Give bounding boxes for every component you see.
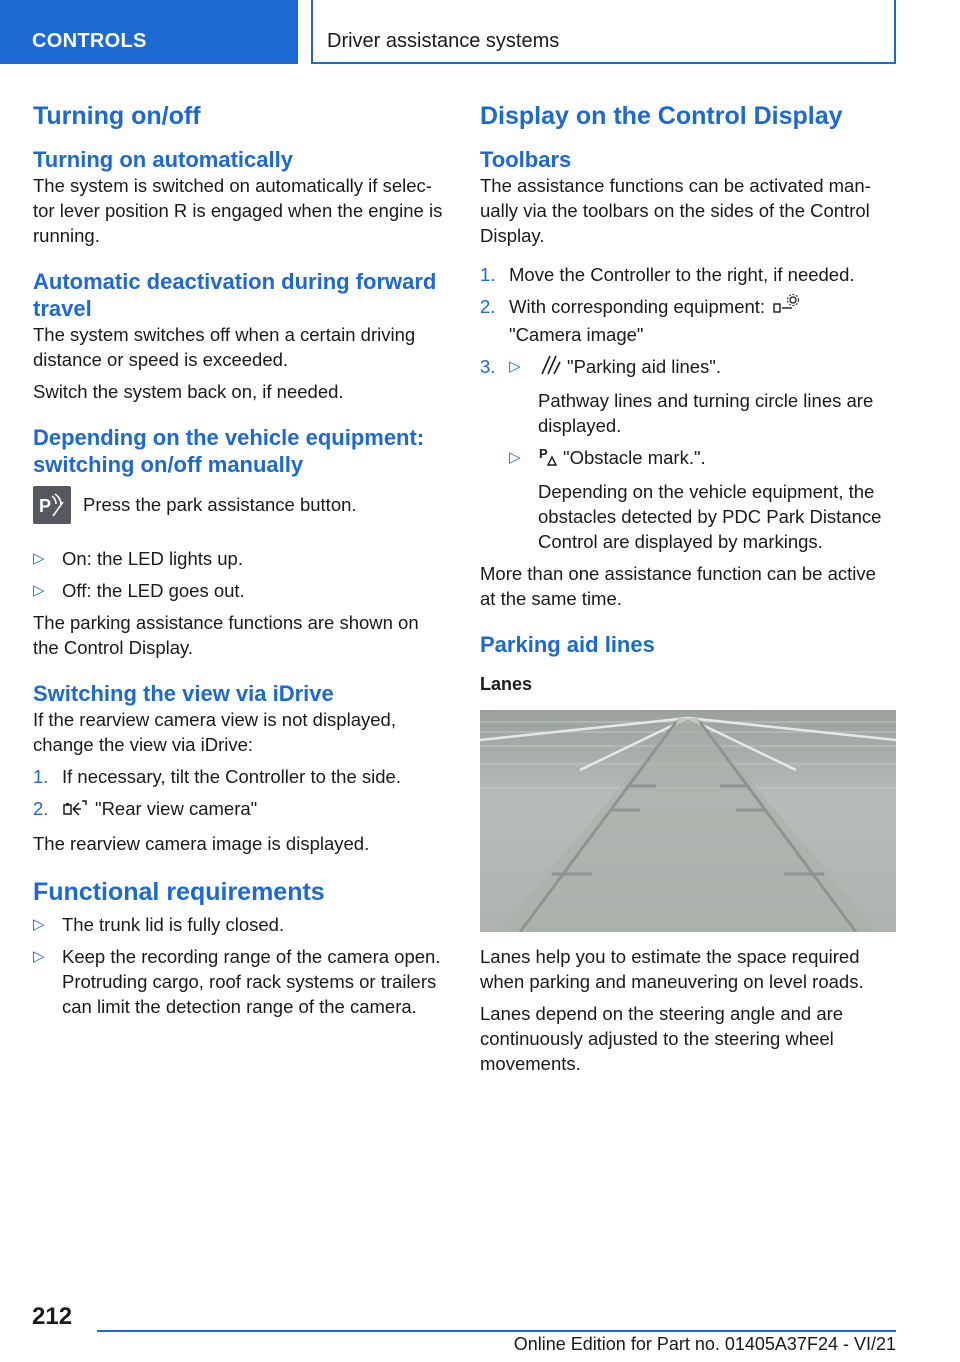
list-item: 3. ▷ "Parking aid lines". Pathway lines and turning circle lines are displayed. ▷ P "Obstacle mark.". Depending on the vehicle equipment, the obstacles detected by PDC Park Distance Control are displayed by markings. bbox=[480, 354, 896, 554]
heading-toolbars: Toolbars bbox=[480, 147, 572, 172]
text-switch-back: Switch the system back on, if needed. bbox=[33, 381, 344, 402]
camera-settings-icon bbox=[770, 294, 800, 322]
obstacle-mark-icon bbox=[538, 445, 558, 473]
text-functions-shown: The parking assistance functions are shown on the Control Display. bbox=[33, 612, 419, 658]
text-lanes-help: Lanes help you to estimate the space required when parking and maneuvering on level roads. bbox=[480, 946, 864, 992]
heading-manual-switching: Depending on the vehicle equipment: switching on/off manually bbox=[33, 425, 425, 477]
rear-view-camera-icon bbox=[62, 798, 90, 824]
heading-automatic-deactivation: Automatic deactivation during forward travel bbox=[33, 269, 437, 321]
text-toolbars: The assistance functions can be activated man‐ually via the toolbars on the sides of the Control Display. bbox=[480, 175, 871, 246]
text-lanes-depend: Lanes depend on the steering angle and are continuously adjusted to the steering wheel movements. bbox=[480, 1003, 844, 1074]
heading-functional-requirements: Functional requirements bbox=[33, 878, 325, 906]
list-item: ▷ Keep the recording range of the camera open. Protruding cargo, roof rack systems or trailers can limit the detection range of the camera. bbox=[33, 946, 441, 1017]
list-item: ▷ On: the LED lights up. bbox=[33, 548, 243, 569]
header-section-label: CONTROLS bbox=[32, 30, 147, 52]
heading-switching-view: Switching the view via iDrive bbox=[33, 681, 334, 706]
list-item: 1. Move the Controller to the right, if needed. bbox=[480, 264, 855, 285]
text-auto: The system is switched on automatically if selec‐tor lever position R is engaged when the engine is running. bbox=[33, 175, 443, 246]
heading-lanes: Lanes bbox=[480, 674, 533, 694]
park-assistance-button-icon bbox=[33, 486, 71, 524]
right-column bbox=[480, 100, 896, 1076]
text-deactivation: The system switches off when a certain driving distance or speed is exceeded. bbox=[33, 324, 416, 370]
toolbar-steps-list bbox=[480, 262, 896, 554]
list-item: ▷ Off: the LED goes out. bbox=[33, 580, 245, 601]
text-press-button: Press the park assistance button. bbox=[83, 494, 357, 515]
bullet-triangle-icon: ▷ bbox=[33, 948, 45, 965]
header-section-tab bbox=[0, 0, 298, 64]
page-number: 212 bbox=[32, 1303, 73, 1330]
list-item: ▷ P "Obstacle mark.". Depending on the vehicle equipment, the obstacles detected by PDC Park Distance Control are displayed by markings. bbox=[509, 445, 896, 554]
led-state-list bbox=[33, 546, 447, 603]
list-item: ▷ "Parking aid lines". Pathway lines and turning circle lines are displayed. bbox=[509, 354, 896, 438]
footer-edition: Online Edition for Part no. 01405A37F24 - VI/21 bbox=[513, 1334, 896, 1354]
park-assist-instruction bbox=[33, 492, 447, 534]
list-item: 2. With corresponding equipment: "Camera image" bbox=[480, 294, 896, 347]
heading-turning-on-off: Turning on/off bbox=[33, 102, 201, 130]
list-item: 1. If necessary, tilt the Controller to the side. bbox=[33, 766, 401, 787]
bullet-triangle-icon: ▷ bbox=[33, 916, 45, 933]
requirements-list bbox=[33, 912, 447, 1019]
footer-divider bbox=[97, 1330, 896, 1332]
bullet-triangle-icon: ▷ bbox=[509, 449, 521, 466]
bullet-triangle-icon: ▷ bbox=[509, 358, 521, 375]
lanes-illustration bbox=[480, 710, 896, 932]
text-pathway-lines: Pathway lines and turning circle lines are displayed. bbox=[538, 390, 874, 436]
left-column bbox=[33, 100, 447, 1026]
header-chapter-label: Driver assistance systems bbox=[327, 30, 560, 52]
svg-text:P: P bbox=[39, 496, 52, 516]
text-view: If the rearview camera view is not displayed, change the view via iDrive: bbox=[33, 709, 396, 755]
view-steps-list bbox=[33, 764, 447, 824]
heading-turning-on-automatically: Turning on automatically bbox=[33, 147, 293, 172]
parking-aid-lines-icon bbox=[538, 354, 562, 382]
text-obstacles: Depending on the vehicle equipment, the obstacles detected by PDC Park Distance Control are displayed by markings. bbox=[538, 481, 882, 552]
bullet-triangle-icon: ▷ bbox=[33, 582, 45, 599]
text-more-functions: More than one assistance function can be active at the same time. bbox=[480, 563, 876, 609]
text-image-displayed: The rearview camera image is displayed. bbox=[33, 833, 370, 854]
bullet-triangle-icon: ▷ bbox=[33, 550, 45, 567]
svg-text:P: P bbox=[539, 446, 548, 461]
list-item: ▷ The trunk lid is fully closed. bbox=[33, 914, 285, 935]
list-item: 2. "Rear view camera" bbox=[33, 796, 447, 824]
heading-parking-aid-lines: Parking aid lines bbox=[480, 632, 655, 657]
heading-display-control-display: Display on the Control Display bbox=[480, 102, 843, 130]
header-chapter-tab bbox=[311, 0, 896, 64]
